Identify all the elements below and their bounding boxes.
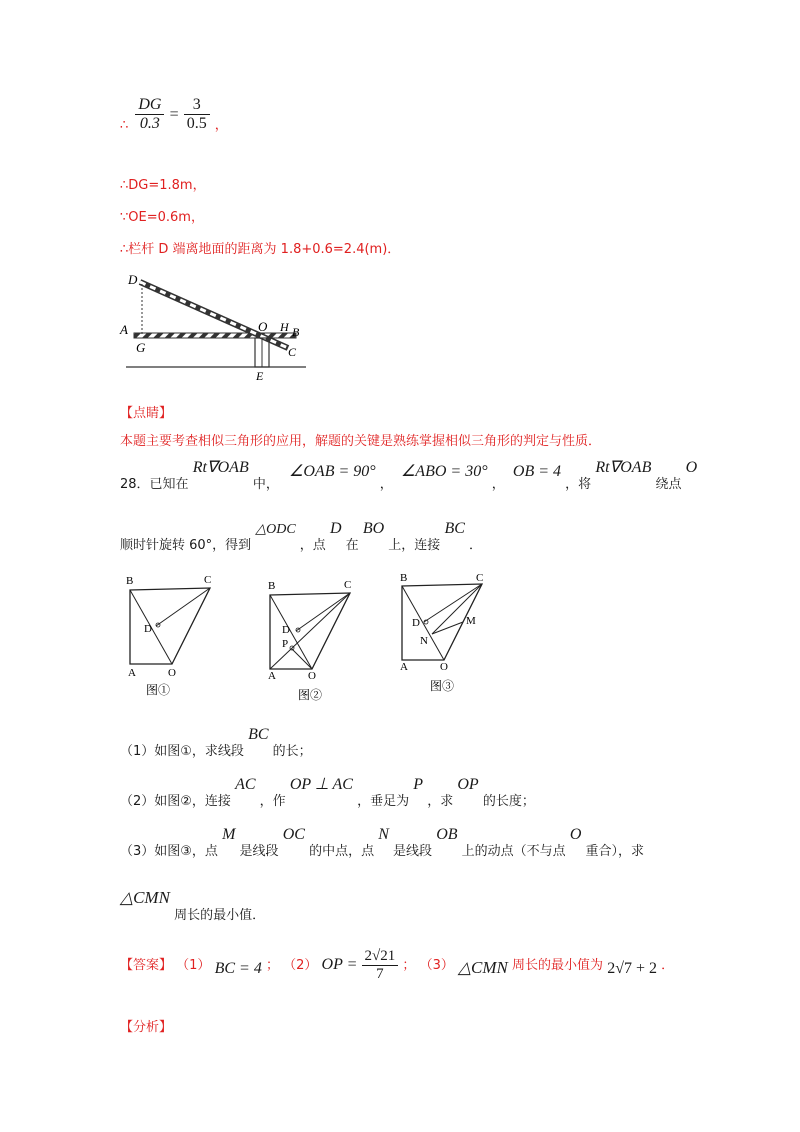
q2-ac: AC bbox=[235, 776, 256, 793]
fig3-label-m: M bbox=[466, 615, 476, 627]
answer-bc: BC = 4 bbox=[214, 960, 262, 977]
question-2: （2）如图②，连接 AC ，作 OP ⊥ AC ，垂足为 P ，求 OP 的长度； bbox=[120, 776, 535, 809]
problem-28-line-2: 顺时针旋转 60°，得到 △ODC ，点 D 在 BO 上，连接 BC ． bbox=[120, 520, 483, 553]
q3-ob: OB bbox=[436, 826, 458, 843]
fig3-label-n: N bbox=[420, 635, 428, 647]
figure-1 bbox=[118, 572, 228, 700]
point-o: O bbox=[685, 459, 698, 476]
dianjing-text: 本题主要考查相似三角形的应用，解题的关键是熟练掌握相似三角形的判定与性质． bbox=[120, 434, 602, 449]
ob-length: OB = 4 bbox=[512, 463, 562, 480]
figure-2 bbox=[258, 575, 368, 703]
problem-28-line-1: 28．已知在 Rt∇OAB 中， ∠OAB = 90° ， ∠ABO = 30° ， OB = 4 ，将 Rt∇OAB 绕点 O bbox=[120, 459, 698, 492]
segment-bc: BC bbox=[444, 520, 465, 537]
label-g: G bbox=[136, 340, 146, 355]
label-h: H bbox=[280, 320, 289, 334]
answer-min-value: 2√7 + 2 bbox=[607, 960, 658, 977]
fraction-dg: $\frac{DG}{0.3}$ bbox=[135, 96, 164, 133]
q3-tri-cmn: △CMN bbox=[120, 888, 170, 907]
fig2-label-b: B bbox=[268, 580, 276, 592]
segment-bo: BO bbox=[362, 520, 385, 537]
rt-oab-1: Rt∇OAB bbox=[192, 459, 249, 476]
fig2-label-o: O bbox=[308, 670, 316, 682]
dianjing-heading: 【点睛】 bbox=[120, 406, 173, 421]
q1-bc: BC bbox=[248, 726, 269, 743]
q2-op-perp-ac: OP ⊥ AC bbox=[289, 776, 353, 793]
answer-op-fraction: $\frac{2√21}{7}$ bbox=[362, 948, 399, 983]
therefore-symbol: ∴ bbox=[120, 118, 129, 133]
proportion-equation: $_\therefore$ $\frac{DG}{0.3}$ = $\frac{3}{0.5}$ $_,$ bbox=[120, 96, 228, 133]
question-3-line-1: （3）如图③，点 M 是线段 OC 的中点，点 N 是线段 OB 上的动点（不与点 O 重合），求 bbox=[120, 826, 645, 859]
fig2-label-c: C bbox=[344, 579, 352, 591]
fig3-label-c: C bbox=[476, 572, 484, 584]
answer-line: 【答案】 （1） BC = 4 ； （2） OP = $\frac{2√21}{7}$ ； （3） △CMN 周长的最小值为 2√7 + 2 ． bbox=[120, 948, 675, 982]
q3-n: N bbox=[378, 826, 389, 843]
solution-line-1: ∴DG=1.8m， bbox=[120, 178, 206, 193]
solution-line-3: ∴栏杆 D 端离地面的距离为 1.8+0.6=2.4(m)． bbox=[120, 242, 401, 257]
label-c: C bbox=[288, 345, 297, 359]
q3-m: M bbox=[222, 826, 236, 843]
point-d: D bbox=[329, 520, 342, 537]
fig1-caption: 图① bbox=[146, 683, 171, 697]
solution-line-2: ∵OE=0.6m， bbox=[120, 210, 204, 225]
question-1: （1）如图①，求线段 BC 的长； bbox=[120, 726, 312, 759]
fig1-label-a: A bbox=[128, 667, 136, 679]
answer-tri-cmn: △CMN bbox=[457, 958, 508, 977]
angle-oab: ∠OAB = 90° bbox=[289, 463, 376, 480]
fig3-label-o: O bbox=[440, 661, 448, 673]
equals-sign: = bbox=[169, 106, 179, 123]
fig1-label-c: C bbox=[204, 574, 212, 586]
answer-heading: 【答案】 bbox=[120, 958, 173, 973]
label-b: B bbox=[292, 325, 300, 339]
q2-op: OP bbox=[457, 776, 479, 793]
fig2-label-a: A bbox=[268, 670, 276, 682]
figure-3 bbox=[390, 570, 500, 698]
fraction-3-over-05: $\frac{3}{0.5}$ bbox=[184, 96, 210, 133]
fig3-label-b: B bbox=[400, 572, 408, 584]
fig2-label-p: P bbox=[282, 638, 289, 650]
fig1-label-d: D bbox=[144, 623, 152, 635]
label-o: O bbox=[258, 319, 268, 334]
fig2-label-d: D bbox=[282, 624, 290, 636]
angle-abo: ∠ABO = 30° bbox=[400, 463, 488, 480]
question-3-line-2: △CMN 周长的最小值． bbox=[120, 888, 266, 923]
label-e: E bbox=[256, 369, 264, 383]
label-d: D bbox=[128, 272, 138, 287]
q3-oc: OC bbox=[282, 826, 305, 843]
fig1-label-b: B bbox=[126, 575, 134, 587]
label-a: A bbox=[120, 322, 128, 337]
q3-o: O bbox=[569, 826, 582, 843]
fig2-caption: 图② bbox=[298, 688, 323, 702]
fenxi-heading: 【分析】 bbox=[120, 1020, 173, 1035]
fig3-caption: 图③ bbox=[430, 679, 455, 693]
barrier-figure bbox=[110, 268, 310, 384]
answer-op: OP = bbox=[321, 956, 358, 973]
q2-p: P bbox=[413, 776, 424, 793]
tri-odc: △ODC bbox=[255, 522, 296, 537]
fig1-label-o: O bbox=[168, 667, 176, 679]
fig3-label-a: A bbox=[400, 661, 408, 673]
fig3-label-d: D bbox=[412, 617, 420, 629]
rt-oab-2: Rt∇OAB bbox=[595, 459, 652, 476]
